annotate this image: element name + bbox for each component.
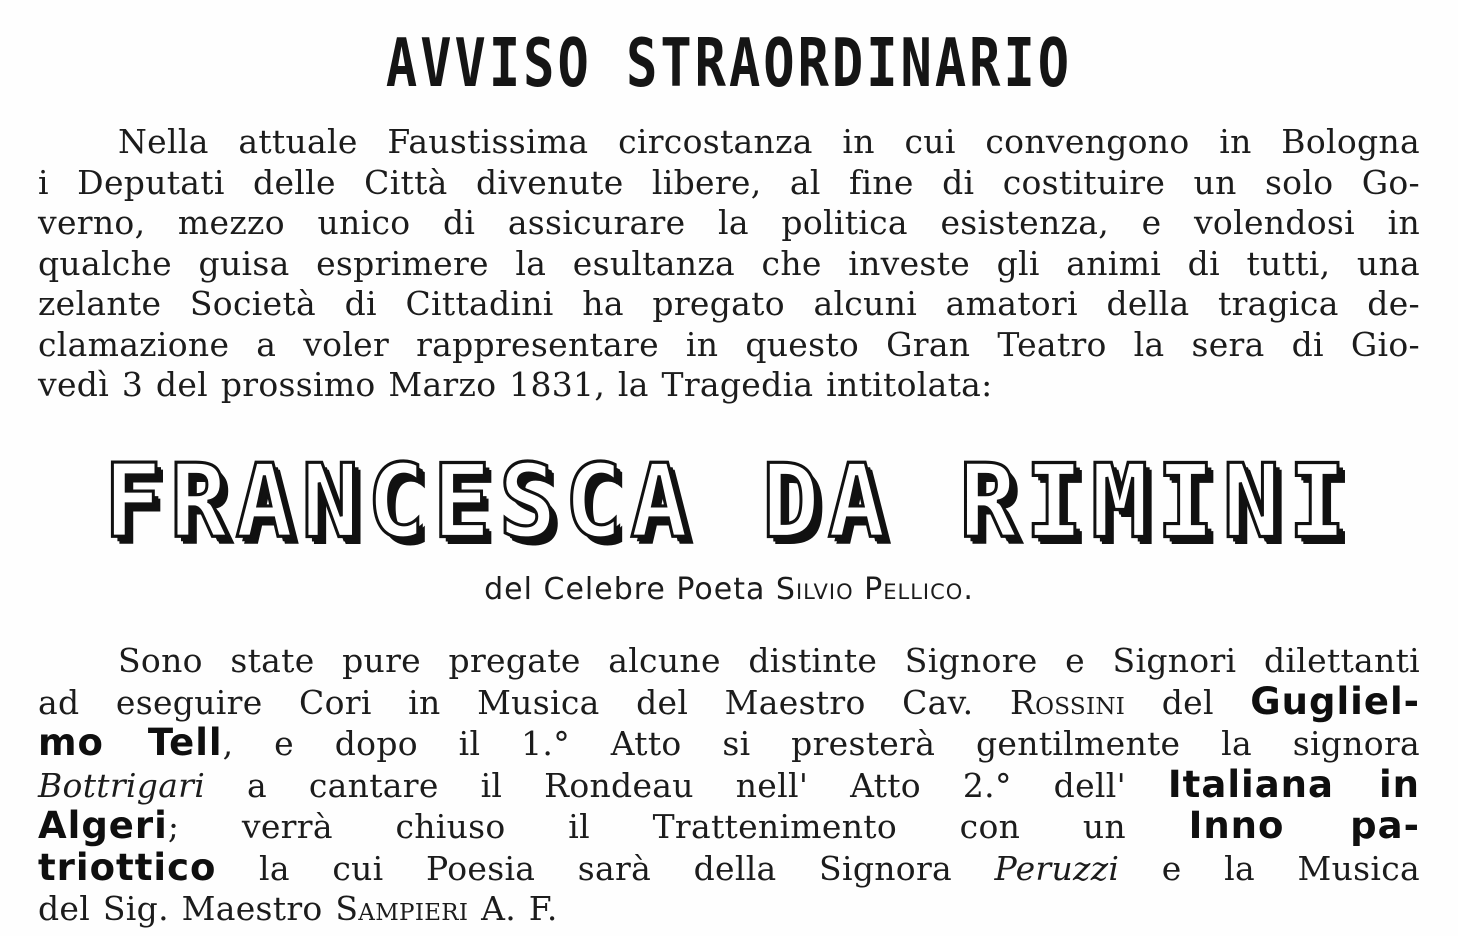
author-name: Silvio Pellico [775, 572, 964, 607]
program-text: la cui Poesia sarà della Signora [216, 848, 995, 888]
intro-line: qualche guisa esprimere la esultanza che investe gli animi di tutti, una [38, 243, 1420, 283]
opera-title: Italiana in [1167, 762, 1420, 806]
intro-line: verno, mezzo unico di assicurare la politica esistenza, e volendosi in [38, 203, 1420, 242]
singer-name: Bottrigari [38, 765, 206, 805]
program-text: del Sig. Maestro [38, 889, 336, 928]
play-title: FRANCESCA DA RIMINI [103, 442, 1355, 561]
program-text: ; verrà chiuso il Trattenimento con un [167, 807, 1189, 846]
intro-line: Nella attuale Faustissima circostanza in cui convengono in Bologna [118, 122, 1420, 161]
composer-name: Sampieri A. F. [335, 889, 558, 928]
opera-title: mo Tell [38, 721, 223, 764]
program-line [38, 723, 1420, 765]
program-text: del [1125, 682, 1251, 722]
program-text: e la Musica [1119, 848, 1420, 888]
program-line [38, 679, 1420, 724]
byline-prefix: del Celebre Poeta [484, 572, 776, 607]
intro-line: zelante Società di Cittadini ha pregato alcuni amatori della tragica de- [38, 284, 1420, 323]
program-text: a cantare il Rondeau nell' Atto 2.° dell' [205, 765, 1168, 805]
opera-title: Algeri [38, 804, 168, 847]
intro-line: vedì 3 del prossimo Marzo 1831, la Tragedia intitolata: [38, 365, 993, 404]
program-text: Sono state pure pregate alcune distinte Signore e Signori dilettanti [118, 641, 1420, 680]
hymn-title: Inno pa- [1188, 804, 1420, 847]
program-line [38, 845, 1420, 890]
program-text: ad eseguire Cori in Musica del Maestro Cav. [38, 682, 1010, 722]
notice-title: AVVISO STRAORDINARIO [385, 26, 1073, 103]
program-line [38, 889, 1420, 930]
program-line [38, 806, 1420, 848]
poet-name: Peruzzi [994, 848, 1120, 888]
program-line [38, 762, 1420, 807]
author-byline [0, 572, 1458, 607]
composer-name: Rossini [1009, 682, 1126, 722]
hymn-title: triottico [38, 845, 217, 889]
program-line [38, 641, 1420, 682]
program-paragraph [38, 641, 1420, 930]
intro-line: clamazione a voler rappresentare in questo Gran Teatro la sera di Gio- [38, 324, 1420, 364]
program-text: , e dopo il 1.° Atto si presterà gentilmente la signora [222, 724, 1420, 763]
intro-line: i Deputati delle Città divenute libere, al fine di costituire un solo Go- [38, 162, 1420, 202]
byline-suffix: . [963, 572, 974, 607]
opera-title: Gugliel- [1250, 679, 1420, 723]
intro-paragraph [38, 122, 1420, 406]
